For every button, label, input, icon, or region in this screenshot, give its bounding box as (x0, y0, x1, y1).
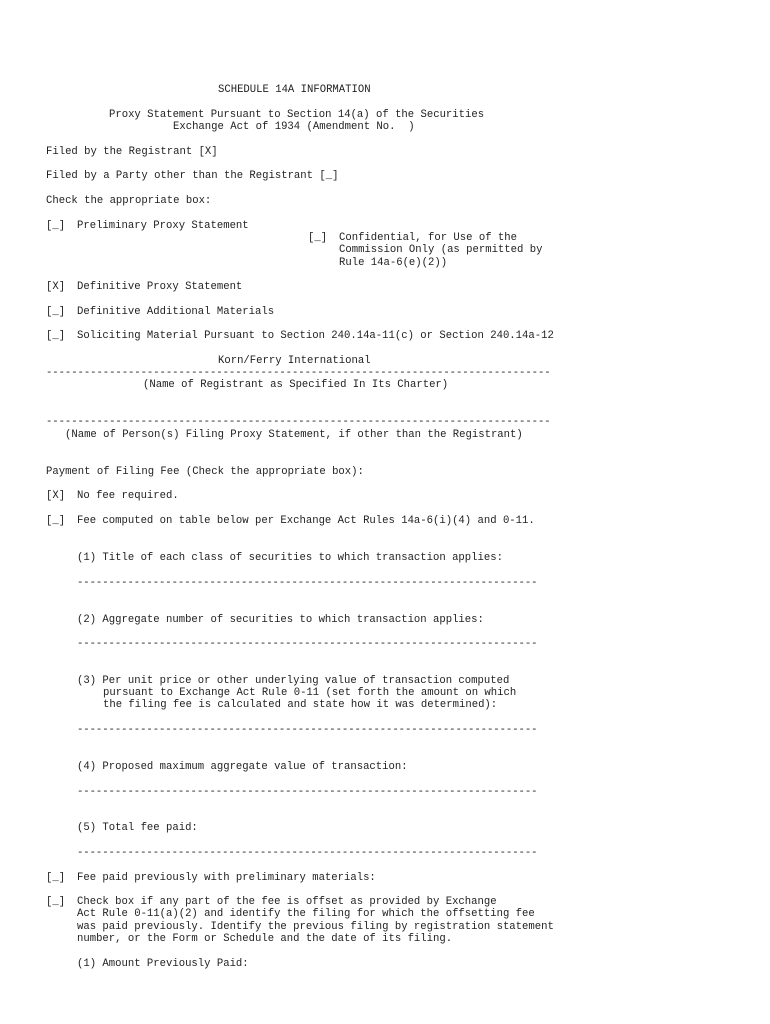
document-title: SCHEDULE 14A INFORMATION (218, 84, 371, 96)
filer-name-caption: (Name of Person(s) Filing Proxy Statement, if other than the Registrant) (65, 429, 523, 441)
fee-offset-line-1: Check box if any part of the fee is offset as provided by Exchange (77, 896, 497, 908)
confidential-label-line-1: Confidential, for Use of the (339, 232, 518, 244)
confidential-label-line-3: Rule 14a-6(e)(2)) (339, 257, 448, 269)
item-2-rule: ------------------------------------------------------------------------- (77, 638, 538, 650)
confidential-checkbox: [_] (308, 232, 328, 244)
fee-paid-previously-checkbox: [_] (46, 872, 66, 884)
item-1-rule: ------------------------------------------------------------------------- (77, 577, 538, 589)
soliciting-material-label: Soliciting Material Pursuant to Section 240.14a-11(c) or Section 240.14a-12 (77, 330, 554, 342)
item-3-line-2: pursuant to Exchange Act Rule 0-11 (set forth the amount on which (103, 687, 517, 699)
fee-paid-previously-label: Fee paid previously with preliminary materials: (77, 872, 376, 884)
item-5-total-fee-paid: (5) Total fee paid: (77, 822, 198, 834)
definitive-additional-checkbox: [_] (46, 306, 66, 318)
registrant-name-caption: (Name of Registrant as Specified In Its Charter) (143, 379, 449, 391)
fee-offset-checkbox: [_] (46, 896, 66, 908)
preliminary-proxy-label: Preliminary Proxy Statement (77, 220, 249, 232)
no-fee-checkbox: [X] (46, 490, 66, 502)
payment-of-filing-fee-label: Payment of Filing Fee (Check the appropriate box): (46, 466, 364, 478)
item-5-rule: ------------------------------------------------------------------------- (77, 847, 538, 859)
item-3-line-1: (3) Per unit price or other underlying value of transaction computed (77, 675, 510, 687)
fee-computed-label: Fee computed on table below per Exchange Act Rules 14a-6(i)(4) and 0-11. (77, 515, 535, 527)
definitive-proxy-label: Definitive Proxy Statement (77, 281, 243, 293)
filed-by-registrant: Filed by the Registrant [X] (46, 146, 218, 158)
check-appropriate-box-label: Check the appropriate box: (46, 195, 212, 207)
filer-name-rule: -------------------------------------------------------------------------------- (46, 416, 551, 428)
item-4-rule: ------------------------------------------------------------------------- (77, 786, 538, 798)
preliminary-checkbox: [_] (46, 220, 66, 232)
item-3-line-3: the filing fee is calculated and state how it was determined): (103, 699, 498, 711)
item-3-rule: ------------------------------------------------------------------------- (77, 724, 538, 736)
item-4-max-aggregate-value: (4) Proposed maximum aggregate value of transaction: (77, 761, 408, 773)
fee-computed-checkbox: [_] (46, 515, 66, 527)
filed-by-other-party: Filed by a Party other than the Registrant [_] (46, 170, 339, 182)
soliciting-material-checkbox: [_] (46, 330, 66, 342)
fee-offset-line-3: was paid previously. Identify the previous filing by registration statement (77, 921, 554, 933)
definitive-proxy-checkbox: [X] (46, 281, 66, 293)
definitive-additional-label: Definitive Additional Materials (77, 306, 275, 318)
document-subtitle-line-1: Proxy Statement Pursuant to Section 14(a) of the Securities (109, 109, 485, 121)
fee-offset-line-4: number, or the Form or Schedule and the date of its filing. (77, 933, 453, 945)
document-subtitle-line-2: Exchange Act of 1934 (Amendment No. ) (173, 121, 415, 133)
confidential-label-line-2: Commission Only (as permitted by (339, 244, 543, 256)
registrant-name: Korn/Ferry International (218, 355, 371, 367)
registrant-name-rule: -------------------------------------------------------------------------------- (46, 367, 551, 379)
item-2-aggregate-number: (2) Aggregate number of securities to which transaction applies: (77, 614, 484, 626)
amount-previously-paid-label: (1) Amount Previously Paid: (77, 958, 249, 970)
no-fee-label: No fee required. (77, 490, 179, 502)
item-1-securities-class: (1) Title of each class of securities to which transaction applies: (77, 552, 503, 564)
fee-offset-line-2: Act Rule 0-11(a)(2) and identify the filing for which the offsetting fee (77, 908, 535, 920)
